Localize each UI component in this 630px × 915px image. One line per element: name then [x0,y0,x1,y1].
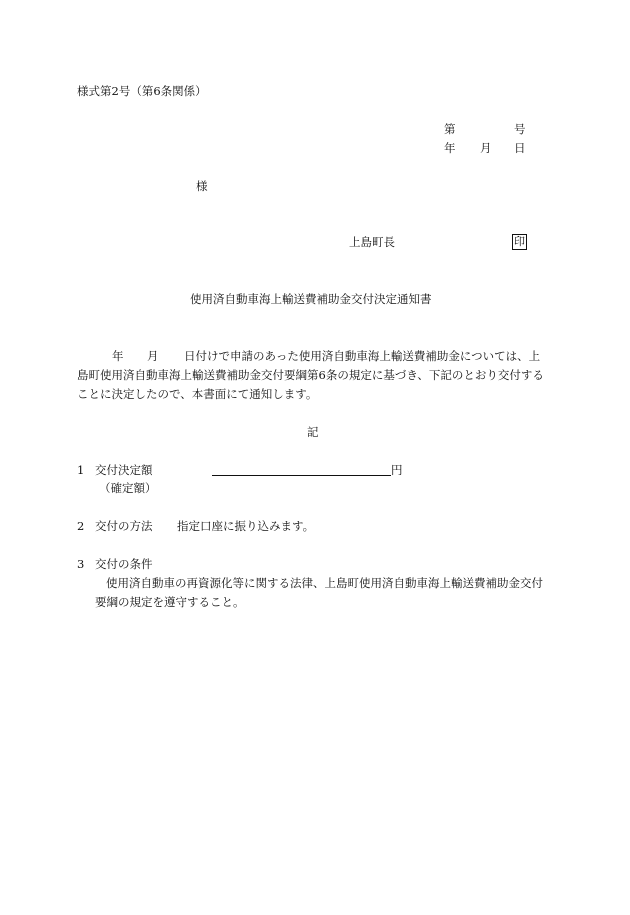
amount-underline [212,475,391,476]
item2-number: 2 [77,519,85,533]
date-year: 年 [444,141,456,155]
body-line-1: 日付けで申請のあった使用済自動車海上輸送費補助金については、上 [184,349,541,363]
form-number: 様式第2号（第6条関係） [77,84,207,98]
date-month: 月 [480,141,492,155]
ki-heading: 記 [307,425,319,439]
body-line-3: ことに決定したので、本書面にて通知します。 [77,387,318,401]
body-line-2: 島町使用済自動車海上輸送費補助金交付要綱第6条の規定に基づき、下記のとおり交付する [77,368,544,382]
sender-title: 上島町長 [349,235,395,249]
item1-label: 交付決定額 [95,463,153,477]
item1-unit: 円 [391,463,403,477]
body-year: 年 [112,349,124,363]
item3-line-1: 使用済自動車の再資源化等に関する法律、上島町使用済自動車海上輸送費補助金交付 [106,576,543,590]
number-dai: 第 [444,122,456,136]
item3-number: 3 [77,557,85,571]
number-go: 号 [514,122,526,136]
item3-label: 交付の条件 [95,557,153,571]
seal-box [512,234,527,250]
date-day: 日 [514,141,526,155]
item1-number: 1 [77,463,85,477]
item3-line-2: 要綱の規定を遵守すること。 [95,595,245,609]
seal-text: 印 [514,235,525,248]
document-title: 使用済自動車海上輸送費補助金交付決定通知書 [190,292,432,306]
item2-label: 交付の方法 [95,519,153,533]
item2-value: 指定口座に振り込みます。 [177,519,315,533]
addressee-suffix: 様 [196,179,208,193]
body-month: 月 [147,349,159,363]
item1-sublabel: （確定額） [99,481,157,495]
